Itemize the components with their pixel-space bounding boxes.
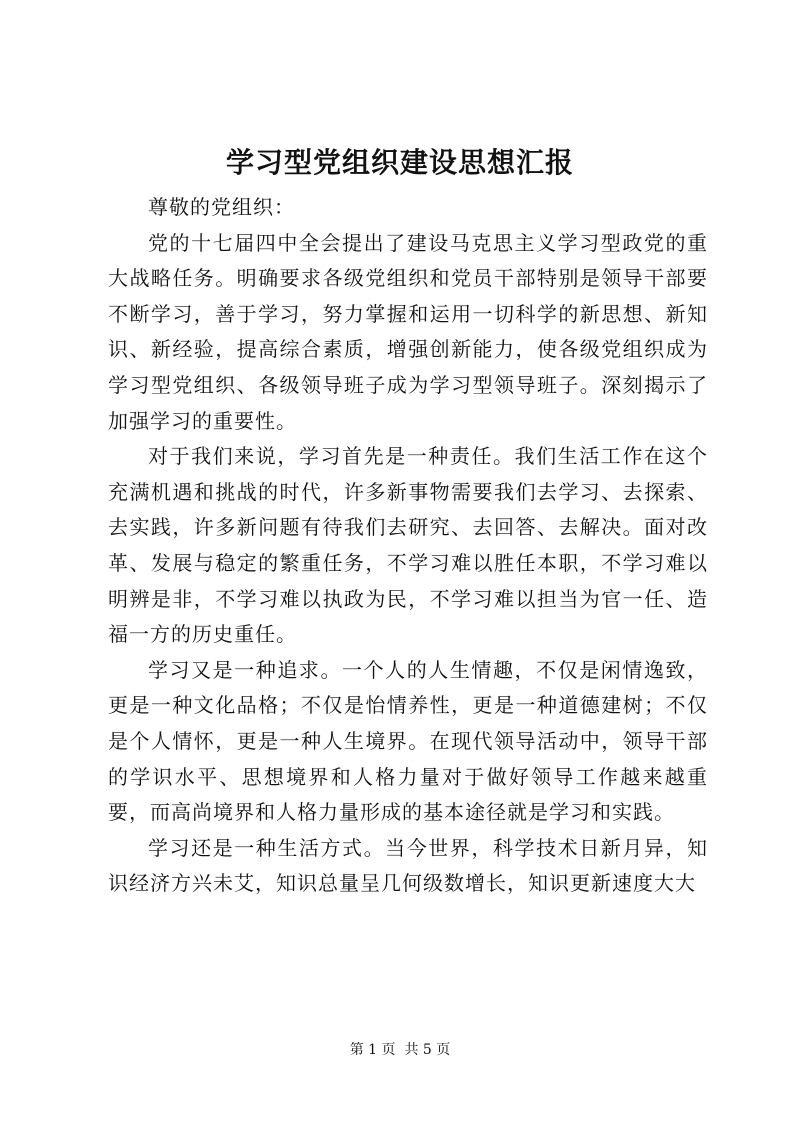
paragraph-1: 党的十七届四中全会提出了建设马克思主义学习型政党的重大战略任务。明确要求各级党组织和党员干部特别是领导干部要不断学习，善于学习，努力掌握和运用一切科学的新思想、新知识、新经验，提高综合素质，增强创新能力，使各级党组织成为学习型党组织、各级领导班子成为学习型领导班子。深刻揭示了加强学习的重要性。 (108, 230, 708, 433)
document-body (108, 190, 708, 902)
paragraph-2: 对于我们来说，学习首先是一种责任。我们生活工作在这个充满机遇和挑战的时代，许多新事物需要我们去学习、去探索、去实践，许多新问题有待我们去研究、去回答、去解决。面对改革、发展与稳定的繁重任务，不学习难以胜任本职，不学习难以明辨是非，不学习难以执政为民，不学习难以担当为官一任、造福一方的历史重任。 (108, 444, 708, 647)
paragraph-4: 学习还是一种生活方式。当今世界，科学技术日新月异，知识经济方兴未艾，知识总量呈几何级数增长，知识更新速度大大 (108, 835, 708, 896)
salutation: 尊敬的党组织： (148, 195, 295, 219)
page-footer: 第 1 页 共 5 页 (349, 1042, 451, 1058)
paragraph-3: 学习又是一种追求。一个人的人生情趣，不仅是闲情逸致，更是一种文化品格；不仅是怡情养性，更是一种道德建树；不仅是个人情怀，更是一种人生境界。在现代领导活动中，领导干部的学识水平、思想境界和人格力量对于做好领导工作越来越重要，而高尚境界和人格力量形成的基本途径就是学习和实践。 (108, 657, 708, 825)
document-title: 学习型党组织建设思想汇报 (225, 146, 574, 179)
